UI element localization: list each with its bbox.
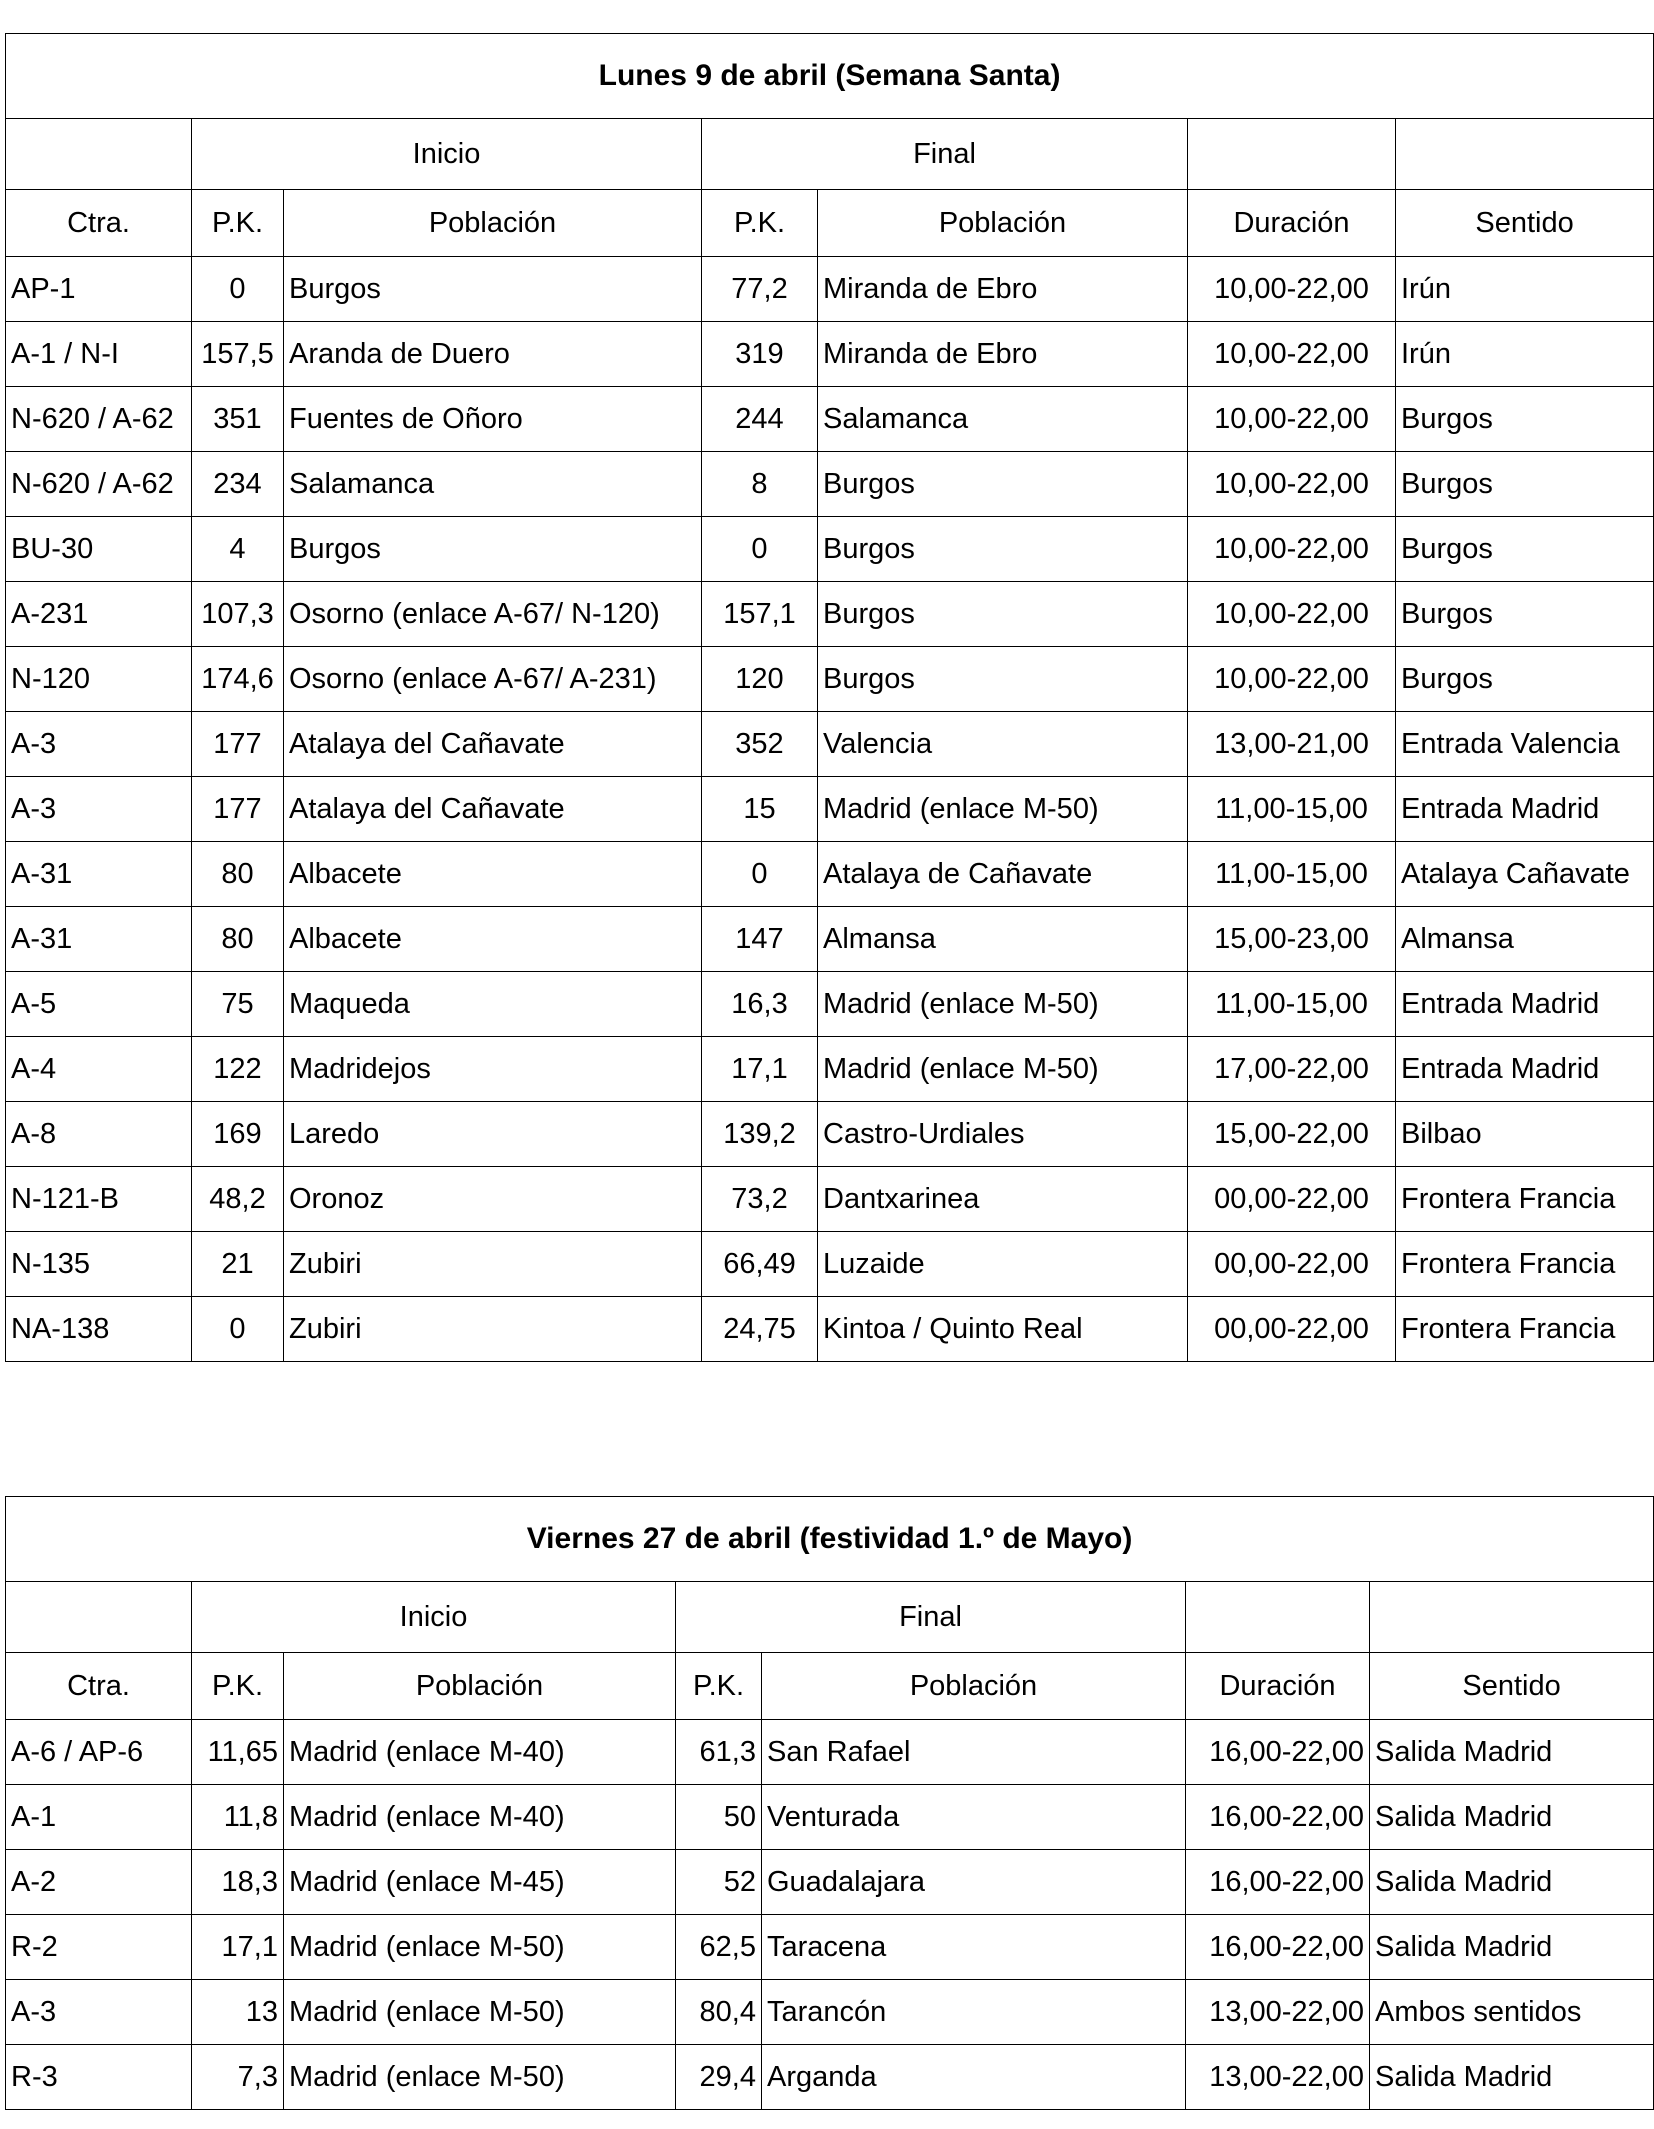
cell-sentido: Burgos xyxy=(1396,517,1654,582)
cell-ctra: A-31 xyxy=(6,842,192,907)
cell-poblacion-final: Burgos xyxy=(818,582,1188,647)
cell-ctra: A-3 xyxy=(6,777,192,842)
group-header-inicio: Inicio xyxy=(192,1582,676,1653)
cell-poblacion-inicio: Atalaya del Cañavate xyxy=(284,712,702,777)
cell-sentido: Burgos xyxy=(1396,582,1654,647)
table-row xyxy=(6,2045,1654,2110)
cell-pk-final: 80,4 xyxy=(676,1980,762,2045)
cell-duracion: 13,00-22,00 xyxy=(1186,1980,1370,2045)
table-title: Lunes 9 de abril (Semana Santa) xyxy=(6,34,1654,119)
table-row xyxy=(6,452,1654,517)
cell-sentido: Entrada Madrid xyxy=(1396,1037,1654,1102)
cell-pk-inicio: 0 xyxy=(192,257,284,322)
cell-ctra: A-3 xyxy=(6,712,192,777)
table-row xyxy=(6,712,1654,777)
cell-poblacion-final: Burgos xyxy=(818,452,1188,517)
column-header-pk-final: P.K. xyxy=(702,190,818,257)
group-header-inicio: Inicio xyxy=(192,119,702,190)
cell-duracion: 10,00-22,00 xyxy=(1188,582,1396,647)
cell-poblacion-final: Tarancón xyxy=(762,1980,1186,2045)
cell-pk-final: 157,1 xyxy=(702,582,818,647)
table-row xyxy=(6,1297,1654,1362)
cell-pk-final: 352 xyxy=(702,712,818,777)
cell-poblacion-inicio: Maqueda xyxy=(284,972,702,1037)
cell-poblacion-inicio: Albacete xyxy=(284,907,702,972)
cell-duracion: 00,00-22,00 xyxy=(1188,1297,1396,1362)
cell-poblacion-final: Burgos xyxy=(818,517,1188,582)
cell-poblacion-inicio: Madrid (enlace M-40) xyxy=(284,1720,676,1785)
column-header-pk-final: P.K. xyxy=(676,1653,762,1720)
cell-pk-final: 77,2 xyxy=(702,257,818,322)
cell-sentido: Salida Madrid xyxy=(1370,1915,1654,1980)
column-header-pk-inicio: P.K. xyxy=(192,190,284,257)
cell-duracion: 10,00-22,00 xyxy=(1188,387,1396,452)
cell-sentido: Irún xyxy=(1396,322,1654,387)
cell-poblacion-final: Taracena xyxy=(762,1915,1186,1980)
cell-sentido: Ambos sentidos xyxy=(1370,1980,1654,2045)
cell-duracion: 13,00-21,00 xyxy=(1188,712,1396,777)
cell-pk-final: 244 xyxy=(702,387,818,452)
cell-pk-final: 62,5 xyxy=(676,1915,762,1980)
cell-duracion: 00,00-22,00 xyxy=(1188,1232,1396,1297)
cell-pk-inicio: 80 xyxy=(192,842,284,907)
cell-ctra: N-120 xyxy=(6,647,192,712)
cell-poblacion-final: Dantxarinea xyxy=(818,1167,1188,1232)
cell-ctra: A-8 xyxy=(6,1102,192,1167)
cell-ctra: A-3 xyxy=(6,1980,192,2045)
cell-duracion: 13,00-22,00 xyxy=(1186,2045,1370,2110)
cell-pk-final: 0 xyxy=(702,517,818,582)
cell-sentido: Frontera Francia xyxy=(1396,1297,1654,1362)
cell-sentido: Frontera Francia xyxy=(1396,1232,1654,1297)
cell-sentido: Salida Madrid xyxy=(1370,2045,1654,2110)
cell-poblacion-inicio: Madrid (enlace M-50) xyxy=(284,1980,676,2045)
cell-pk-inicio: 18,3 xyxy=(192,1850,284,1915)
table-row xyxy=(6,517,1654,582)
cell-duracion: 10,00-22,00 xyxy=(1188,322,1396,387)
table-row xyxy=(6,1915,1654,1980)
table-body xyxy=(6,1720,1654,2110)
cell-pk-final: 29,4 xyxy=(676,2045,762,2110)
cell-pk-inicio: 177 xyxy=(192,777,284,842)
cell-poblacion-inicio: Fuentes de Oñoro xyxy=(284,387,702,452)
cell-duracion: 15,00-22,00 xyxy=(1188,1102,1396,1167)
cell-pk-final: 0 xyxy=(702,842,818,907)
cell-pk-inicio: 157,5 xyxy=(192,322,284,387)
cell-poblacion-final: Venturada xyxy=(762,1785,1186,1850)
table-row xyxy=(6,582,1654,647)
restrictions-table-lunes xyxy=(5,33,1654,1362)
cell-pk-final: 61,3 xyxy=(676,1720,762,1785)
cell-poblacion-final: San Rafael xyxy=(762,1720,1186,1785)
cell-duracion: 17,00-22,00 xyxy=(1188,1037,1396,1102)
cell-pk-final: 16,3 xyxy=(702,972,818,1037)
table-row xyxy=(6,322,1654,387)
column-header-pk-inicio: P.K. xyxy=(192,1653,284,1720)
cell-ctra: A-1 xyxy=(6,1785,192,1850)
cell-sentido: Entrada Madrid xyxy=(1396,777,1654,842)
cell-poblacion-final: Castro-Urdiales xyxy=(818,1102,1188,1167)
cell-pk-inicio: 21 xyxy=(192,1232,284,1297)
group-header-empty xyxy=(6,119,192,190)
cell-pk-inicio: 177 xyxy=(192,712,284,777)
cell-duracion: 11,00-15,00 xyxy=(1188,972,1396,1037)
cell-poblacion-final: Madrid (enlace M-50) xyxy=(818,972,1188,1037)
cell-duracion: 16,00-22,00 xyxy=(1186,1720,1370,1785)
cell-pk-inicio: 7,3 xyxy=(192,2045,284,2110)
cell-poblacion-inicio: Burgos xyxy=(284,517,702,582)
column-header-ctra: Ctra. xyxy=(6,1653,192,1720)
cell-pk-inicio: 80 xyxy=(192,907,284,972)
cell-poblacion-inicio: Laredo xyxy=(284,1102,702,1167)
table-title: Viernes 27 de abril (festividad 1.º de Mayo) xyxy=(6,1497,1654,1582)
cell-poblacion-inicio: Atalaya del Cañavate xyxy=(284,777,702,842)
cell-ctra: NA-138 xyxy=(6,1297,192,1362)
cell-ctra: R-2 xyxy=(6,1915,192,1980)
cell-pk-final: 73,2 xyxy=(702,1167,818,1232)
cell-duracion: 10,00-22,00 xyxy=(1188,257,1396,322)
cell-sentido: Entrada Valencia xyxy=(1396,712,1654,777)
column-header-poblacion-final: Población xyxy=(762,1653,1186,1720)
cell-sentido: Atalaya Cañavate xyxy=(1396,842,1654,907)
cell-ctra: BU-30 xyxy=(6,517,192,582)
column-header-poblacion-final: Población xyxy=(818,190,1188,257)
cell-poblacion-final: Madrid (enlace M-50) xyxy=(818,777,1188,842)
cell-poblacion-inicio: Burgos xyxy=(284,257,702,322)
cell-ctra: A-2 xyxy=(6,1850,192,1915)
column-header-sentido: Sentido xyxy=(1370,1653,1654,1720)
cell-pk-inicio: 122 xyxy=(192,1037,284,1102)
cell-sentido: Salida Madrid xyxy=(1370,1850,1654,1915)
cell-sentido: Almansa xyxy=(1396,907,1654,972)
cell-poblacion-final: Luzaide xyxy=(818,1232,1188,1297)
cell-pk-inicio: 351 xyxy=(192,387,284,452)
cell-ctra: A-31 xyxy=(6,907,192,972)
table-row xyxy=(6,1037,1654,1102)
table-row xyxy=(6,387,1654,452)
cell-poblacion-final: Burgos xyxy=(818,647,1188,712)
cell-sentido: Irún xyxy=(1396,257,1654,322)
cell-poblacion-final: Salamanca xyxy=(818,387,1188,452)
group-header-empty xyxy=(1186,1582,1370,1653)
cell-sentido: Frontera Francia xyxy=(1396,1167,1654,1232)
cell-duracion: 16,00-22,00 xyxy=(1186,1850,1370,1915)
cell-ctra: A-231 xyxy=(6,582,192,647)
table-row xyxy=(6,1232,1654,1297)
cell-duracion: 11,00-15,00 xyxy=(1188,777,1396,842)
cell-poblacion-inicio: Madrid (enlace M-50) xyxy=(284,2045,676,2110)
cell-pk-inicio: 11,65 xyxy=(192,1720,284,1785)
cell-pk-final: 17,1 xyxy=(702,1037,818,1102)
cell-poblacion-final: Arganda xyxy=(762,2045,1186,2110)
cell-poblacion-inicio: Oronoz xyxy=(284,1167,702,1232)
cell-ctra: N-620 / A-62 xyxy=(6,452,192,517)
group-header-empty xyxy=(1188,119,1396,190)
cell-sentido: Salida Madrid xyxy=(1370,1720,1654,1785)
cell-poblacion-inicio: Madrid (enlace M-50) xyxy=(284,1915,676,1980)
cell-duracion: 10,00-22,00 xyxy=(1188,452,1396,517)
cell-poblacion-inicio: Madridejos xyxy=(284,1037,702,1102)
cell-pk-final: 24,75 xyxy=(702,1297,818,1362)
cell-poblacion-inicio: Madrid (enlace M-45) xyxy=(284,1850,676,1915)
table-row xyxy=(6,1167,1654,1232)
cell-poblacion-final: Almansa xyxy=(818,907,1188,972)
cell-pk-final: 139,2 xyxy=(702,1102,818,1167)
cell-pk-inicio: 169 xyxy=(192,1102,284,1167)
cell-duracion: 16,00-22,00 xyxy=(1186,1785,1370,1850)
table-row xyxy=(6,972,1654,1037)
group-header-final: Final xyxy=(676,1582,1186,1653)
cell-poblacion-inicio: Salamanca xyxy=(284,452,702,517)
cell-duracion: 10,00-22,00 xyxy=(1188,517,1396,582)
cell-poblacion-inicio: Zubiri xyxy=(284,1297,702,1362)
column-header-duracion: Duración xyxy=(1188,190,1396,257)
cell-duracion: 15,00-23,00 xyxy=(1188,907,1396,972)
cell-pk-inicio: 234 xyxy=(192,452,284,517)
table-row xyxy=(6,1102,1654,1167)
cell-sentido: Burgos xyxy=(1396,387,1654,452)
cell-poblacion-inicio: Osorno (enlace A-67/ A-231) xyxy=(284,647,702,712)
cell-ctra: AP-1 xyxy=(6,257,192,322)
cell-duracion: 10,00-22,00 xyxy=(1188,647,1396,712)
cell-sentido: Salida Madrid xyxy=(1370,1785,1654,1850)
table-row xyxy=(6,1720,1654,1785)
column-header-sentido: Sentido xyxy=(1396,190,1654,257)
cell-pk-final: 52 xyxy=(676,1850,762,1915)
cell-poblacion-inicio: Osorno (enlace A-67/ N-120) xyxy=(284,582,702,647)
table-row xyxy=(6,777,1654,842)
cell-sentido: Burgos xyxy=(1396,647,1654,712)
table-body xyxy=(6,257,1654,1362)
cell-pk-inicio: 13 xyxy=(192,1980,284,2045)
cell-pk-final: 50 xyxy=(676,1785,762,1850)
cell-poblacion-final: Valencia xyxy=(818,712,1188,777)
cell-sentido: Bilbao xyxy=(1396,1102,1654,1167)
cell-duracion: 16,00-22,00 xyxy=(1186,1915,1370,1980)
cell-poblacion-final: Guadalajara xyxy=(762,1850,1186,1915)
cell-poblacion-final: Atalaya de Cañavate xyxy=(818,842,1188,907)
cell-pk-inicio: 11,8 xyxy=(192,1785,284,1850)
cell-ctra: R-3 xyxy=(6,2045,192,2110)
group-header-final: Final xyxy=(702,119,1188,190)
column-header-row xyxy=(6,190,1654,257)
cell-pk-final: 319 xyxy=(702,322,818,387)
column-header-row xyxy=(6,1653,1654,1720)
cell-sentido: Entrada Madrid xyxy=(1396,972,1654,1037)
group-header-empty xyxy=(6,1582,192,1653)
cell-ctra: A-6 / AP-6 xyxy=(6,1720,192,1785)
column-header-poblacion-inicio: Población xyxy=(284,190,702,257)
restrictions-table-viernes xyxy=(5,1496,1654,2110)
table-row xyxy=(6,257,1654,322)
cell-poblacion-final: Kintoa / Quinto Real xyxy=(818,1297,1188,1362)
cell-pk-final: 15 xyxy=(702,777,818,842)
cell-poblacion-inicio: Aranda de Duero xyxy=(284,322,702,387)
cell-poblacion-inicio: Zubiri xyxy=(284,1232,702,1297)
cell-poblacion-inicio: Albacete xyxy=(284,842,702,907)
cell-duracion: 00,00-22,00 xyxy=(1188,1167,1396,1232)
table-row xyxy=(6,647,1654,712)
cell-duracion: 11,00-15,00 xyxy=(1188,842,1396,907)
cell-pk-final: 66,49 xyxy=(702,1232,818,1297)
cell-pk-inicio: 48,2 xyxy=(192,1167,284,1232)
table-row xyxy=(6,907,1654,972)
table-row xyxy=(6,842,1654,907)
table-row xyxy=(6,1980,1654,2045)
cell-poblacion-final: Miranda de Ebro xyxy=(818,257,1188,322)
cell-pk-inicio: 75 xyxy=(192,972,284,1037)
cell-sentido: Burgos xyxy=(1396,452,1654,517)
cell-pk-final: 147 xyxy=(702,907,818,972)
group-header-empty xyxy=(1370,1582,1654,1653)
cell-ctra: A-1 / N-I xyxy=(6,322,192,387)
table-row xyxy=(6,1785,1654,1850)
column-header-poblacion-inicio: Población xyxy=(284,1653,676,1720)
cell-ctra: A-5 xyxy=(6,972,192,1037)
cell-ctra: N-620 / A-62 xyxy=(6,387,192,452)
cell-pk-inicio: 107,3 xyxy=(192,582,284,647)
cell-pk-inicio: 4 xyxy=(192,517,284,582)
table-row xyxy=(6,1850,1654,1915)
cell-pk-inicio: 174,6 xyxy=(192,647,284,712)
cell-pk-inicio: 0 xyxy=(192,1297,284,1362)
cell-ctra: A-4 xyxy=(6,1037,192,1102)
column-header-ctra: Ctra. xyxy=(6,190,192,257)
cell-pk-final: 8 xyxy=(702,452,818,517)
cell-pk-final: 120 xyxy=(702,647,818,712)
cell-pk-inicio: 17,1 xyxy=(192,1915,284,1980)
group-header-empty xyxy=(1396,119,1654,190)
cell-ctra: N-135 xyxy=(6,1232,192,1297)
column-header-duracion: Duración xyxy=(1186,1653,1370,1720)
cell-poblacion-final: Miranda de Ebro xyxy=(818,322,1188,387)
cell-poblacion-inicio: Madrid (enlace M-40) xyxy=(284,1785,676,1850)
cell-poblacion-final: Madrid (enlace M-50) xyxy=(818,1037,1188,1102)
cell-ctra: N-121-B xyxy=(6,1167,192,1232)
